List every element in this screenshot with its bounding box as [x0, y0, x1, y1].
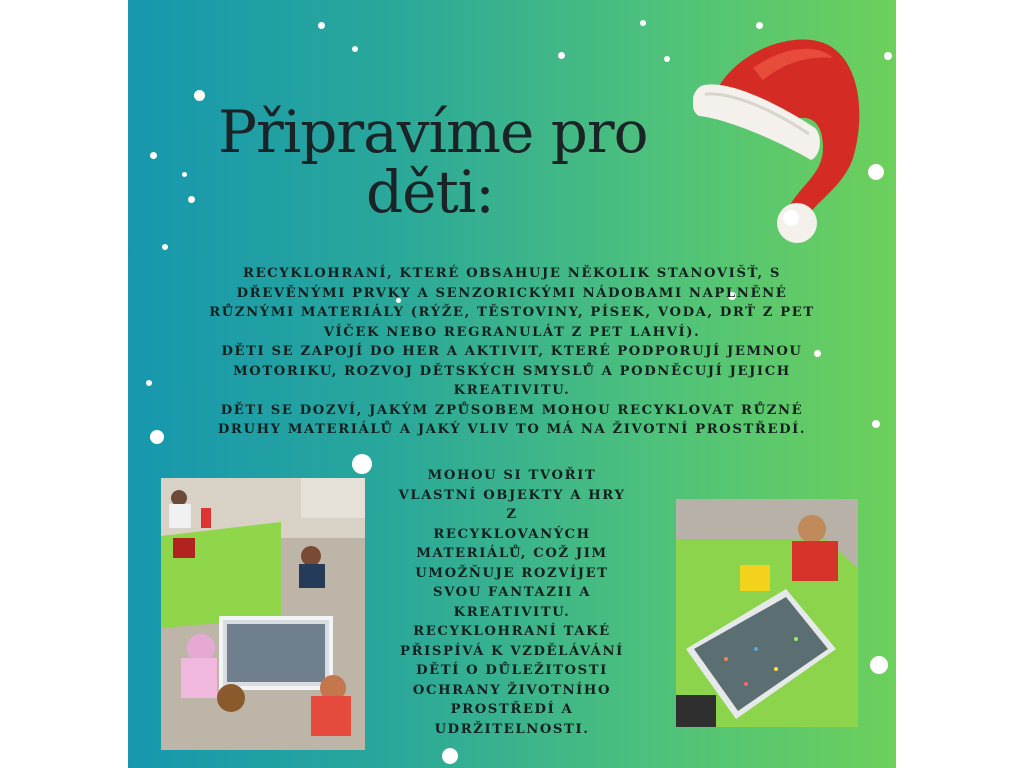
photo-left-illustration: [161, 478, 365, 750]
column-line: UMOŽŇUJE ROZVÍJET: [415, 565, 609, 581]
snow-dot: [664, 56, 670, 62]
snow-dot: [182, 172, 187, 177]
intro-line: KREATIVITU.: [453, 383, 571, 398]
snow-dot: [150, 152, 157, 159]
page-title: [218, 98, 678, 226]
intro-line: MOTORIKU, ROZVOJ DĚTSKÝCH SMYSLŮ A PODNĚCUJÍ JEJICH: [233, 363, 791, 379]
snow-dot: [318, 22, 325, 29]
description-column: [396, 466, 628, 739]
column-line: KREATIVITU.: [453, 604, 571, 620]
activity-photo-left: [161, 478, 365, 750]
column-line: MOHOU SI TVOŘIT: [427, 468, 597, 483]
snow-dot: [146, 380, 152, 386]
santa-hat-icon: [693, 28, 873, 248]
column-line: MATERIÁLŮ, COŽ JIM: [416, 546, 608, 561]
snow-dot: [884, 52, 892, 60]
title-line-2: děti:: [366, 158, 494, 226]
column-line: DĚTÍ O DŮLEŽITOSTI: [416, 663, 608, 678]
poster: [128, 0, 896, 768]
snow-dot: [162, 244, 168, 250]
snow-dot: [352, 46, 358, 52]
column-line: RECYKLOVANÝCH: [433, 526, 591, 542]
column-line: SVOU FANTAZII A: [432, 585, 592, 600]
snow-dot: [870, 656, 888, 674]
intro-line: DĚTI SE DOZVÍ, JAKÝM ZPŮSOBEM MOHOU RECYKLOVAT RŮZNÉ: [220, 402, 804, 418]
intro-line: DRUHY MATERIÁLŮ A JAKÝ VLIV TO MÁ NA ŽIVOTNÍ PROSTŘEDÍ.: [217, 422, 807, 437]
intro-line: RECYKLOHRANÍ, KTERÉ OBSAHUJE NĚKOLIK STANOVIŠŤ, S: [242, 266, 782, 281]
snow-dot: [150, 430, 164, 444]
snow-dot: [558, 52, 565, 59]
snow-dot: [640, 20, 646, 26]
snow-dot: [872, 420, 880, 428]
intro-line: VÍČEK NEBO REGRANULÁT Z PET LAHVÍ).: [323, 324, 701, 340]
title-line-1: Připravíme pro: [218, 98, 648, 166]
activity-photo-right: [676, 499, 858, 727]
photo-right-illustration: [676, 499, 858, 727]
intro-line: RŮZNÝMI MATERIÁLY (RÝŽE, TĚSTOVINY, PÍSEK, VODA, DRŤ Z PET: [209, 305, 815, 320]
column-line: OCHRANY ŽIVOTNÍHO: [412, 682, 612, 698]
column-line: PROSTŘEDÍ A: [450, 702, 574, 717]
intro-line: DŘEVĚNÝMI PRVKY A SENZORICKÝMI NÁDOBAMI NAPLNĚNÉ: [236, 285, 788, 301]
column-line: PŘISPÍVÁ K VZDĚLÁVÁNÍ: [400, 643, 624, 659]
snow-dot: [352, 454, 372, 474]
column-line: VLASTNÍ OBJEKTY A HRY Z: [398, 487, 626, 522]
column-line: UDRŽITELNOSTI.: [434, 721, 590, 737]
snow-dot: [194, 90, 205, 101]
snow-dot: [188, 196, 195, 203]
intro-paragraph: [198, 264, 826, 440]
intro-line: DĚTI SE ZAPOJÍ DO HER A AKTIVIT, KTERÉ PODPORUJÍ JEMNOU: [221, 344, 803, 359]
snow-dot: [442, 748, 458, 764]
column-line: RECYKLOHRANÍ TAKÉ: [413, 624, 611, 639]
